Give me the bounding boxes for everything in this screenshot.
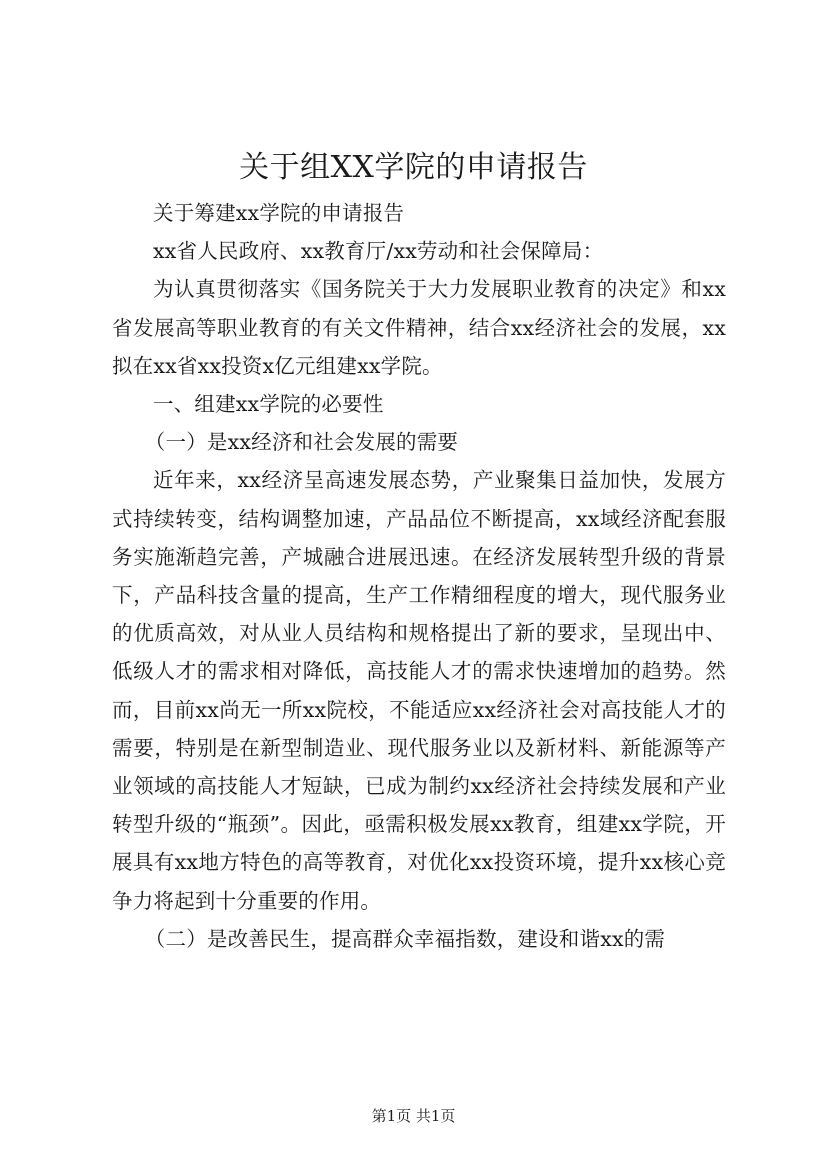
paragraph-body-1: 近年来，xx经济呈高速发展态势，产业聚集日益加快，发展方式持续转变，结构调整加速，产品品位不断提高，xx域经济配套服务实施渐趋完善，产城融合进展迅速。在经济发展转型升级的背景下，产品科技含量的提高，生产工作精细程度的增大，现代服务业的优质高效，对从业人员结构和规格提出了新的要求，呈现出中、低级人才的需求相对降低，高技能人才的需求快速增加的趋势。然而，目前xx尚无一所xx院校，不能适应xx经济社会对高技能人才的需要，特别是在新型制造业、现代服务业以及新材料、新能源等产业领域的高技能人才短缺，已成为制约xx经济社会持续发展和产业转型升级的“瓶颈”。因此，亟需积极发展xx教育，组建xx学院，开展具有xx地方特色的高等教育，对优化xx投资环境，提升xx核心竞争力将起到十分重要的作用。 <box>112 468 726 913</box>
subsection-heading-2: （二）是改善民生，提高群众幸福指数，建设和谐xx的需 <box>144 926 666 951</box>
section-heading-1: 一、组建xx学院的必要性 <box>153 392 384 417</box>
document-body <box>112 194 726 958</box>
paragraph-intro: 为认真贯彻落实《国务院关于大力发展职业教育的决定》和xx省发展高等职业教育的有关文件精神，结合xx经济社会的发展，xx拟在xx省xx投资x亿元组建xx学院。 <box>112 277 726 378</box>
document-title: 关于组XX学院的申请报告 <box>239 150 588 185</box>
page-footer: 第1页 共1页 <box>371 1107 456 1125</box>
paragraph-addressee: xx省人民政府、xx教育厅/xx劳动和社会保障局： <box>153 239 604 264</box>
paragraph-subject: 关于筹建xx学院的申请报告 <box>153 201 405 225</box>
subsection-heading-1: （一）是xx经济和社会发展的需要 <box>144 430 459 455</box>
